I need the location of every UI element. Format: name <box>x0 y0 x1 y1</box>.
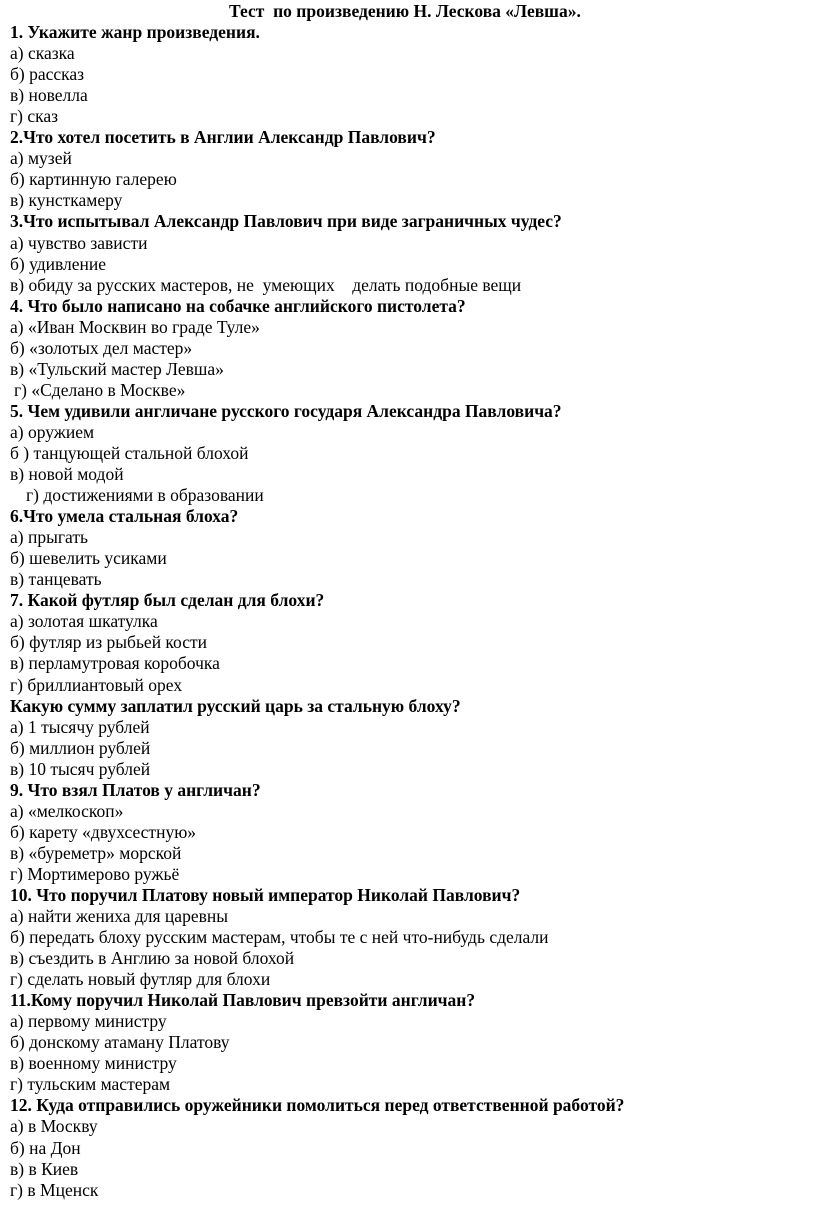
question-block-5 <box>10 401 810 506</box>
question-block-3 <box>10 211 810 295</box>
answer-option: в) танцевать <box>10 569 102 590</box>
answer-option: б) футляр из рыбьей кости <box>10 632 208 653</box>
question-block-10 <box>10 885 810 990</box>
question-block-6 <box>10 506 810 590</box>
question-text: 12. Куда отправились оружейники помолиться перед ответственной работой? <box>10 1095 625 1116</box>
answer-option: а) 1 тысячу рублей <box>10 716 150 737</box>
question-text: 5. Чем удивили англичане русского государя Александра Павловича? <box>10 400 562 421</box>
answer-option: г) сделать новый футляр для блохи <box>10 969 271 990</box>
answer-option: а) в Москву <box>10 1116 98 1137</box>
answer-option: а) музей <box>10 148 72 169</box>
answer-option: а) первому министру <box>10 1011 167 1032</box>
answer-option: г) в Мценск <box>10 1179 99 1200</box>
question-text: 7. Какой футляр был сделан для блохи? <box>10 590 325 611</box>
answer-option: а) чувство зависти <box>10 232 148 253</box>
question-text: 6.Что умела стальная блоха? <box>10 506 239 527</box>
question-text: 1. Укажите жанр произведения. <box>10 22 260 43</box>
answer-option: а) «Иван Москвин во граде Туле» <box>10 316 260 337</box>
question-text: 2.Что хотел посетить в Англии Александр Павлович? <box>10 127 436 148</box>
answer-option: в) «Тульский мастер Левша» <box>10 358 224 379</box>
answer-option: г) бриллиантовый орех <box>10 674 183 695</box>
question-block-8 <box>10 696 810 780</box>
question-text: 3.Что испытывал Александр Павлович при виде заграничных чудес? <box>10 211 562 232</box>
answer-option: б ) танцующей стальной блохой <box>10 442 249 463</box>
answer-option: в) кунсткамеру <box>10 190 123 211</box>
answer-option: б) картинную галерею <box>10 169 177 190</box>
answer-option: в) новой модой <box>10 464 124 485</box>
question-text: 11.Кому поручил Николай Павлович превзойти англичан? <box>10 990 476 1011</box>
answer-option: в) в Киев <box>10 1158 79 1179</box>
answer-option: в) «буреметр» морской <box>10 842 182 863</box>
answer-option: б) на Дон <box>10 1137 81 1158</box>
answer-option: в) съездить в Англию за новой блохой <box>10 948 295 969</box>
answer-option: б) донскому атаману Платову <box>10 1032 230 1053</box>
answer-option: а) оружием <box>10 421 95 442</box>
question-block-9 <box>10 780 810 885</box>
answer-option: а) сказка <box>10 43 75 64</box>
answer-option: а) золотая шкатулка <box>10 611 158 632</box>
answer-option: б) рассказ <box>10 64 85 85</box>
answer-option: б) удивление <box>10 253 107 274</box>
answer-option: а) «мелкоскоп» <box>10 800 124 821</box>
question-text: 9. Что взял Платов у англичан? <box>10 779 261 800</box>
question-block-1 <box>10 22 810 127</box>
question-block-11 <box>10 990 810 1095</box>
answer-option: в) 10 тысяч рублей <box>10 758 151 779</box>
answer-option: в) перламутровая коробочка <box>10 653 220 674</box>
answer-option: б) карету «двухсестную» <box>10 821 197 842</box>
answer-option: а) прыгать <box>10 527 88 548</box>
question-block-4 <box>10 296 810 401</box>
answer-option: г) достижениями в образовании <box>26 485 264 506</box>
answer-option: г) Мортимерово ружьё <box>10 863 180 884</box>
answer-option: а) найти жениха для царевны <box>10 906 228 927</box>
question-block-12 <box>10 1095 810 1200</box>
document-page <box>10 0 810 1201</box>
answer-option: г) сказ <box>10 106 59 127</box>
answer-option: б) миллион рублей <box>10 737 151 758</box>
answer-option: г) «Сделано в Москве» <box>14 379 186 400</box>
answer-option: в) обиду за русских мастеров, не умеющих делать подобные вещи <box>10 274 522 295</box>
answer-option: в) новелла <box>10 85 88 106</box>
question-text: 10. Что поручил Платову новый император Николай Павлович? <box>10 884 521 905</box>
answer-option: б) «золотых дел мастер» <box>10 337 193 358</box>
question-block-2 <box>10 127 810 211</box>
answer-option: б) шевелить усиками <box>10 548 167 569</box>
question-text: 4. Что было написано на собачке английского пистолета? <box>10 295 466 316</box>
question-text: Какую сумму заплатил русский царь за стальную блоху? <box>10 695 461 716</box>
document-title: Тест по произведению Н. Лескова «Левша». <box>229 1 581 21</box>
question-block-7 <box>10 590 810 695</box>
answer-option: г) тульским мастерам <box>10 1074 171 1095</box>
answer-option: б) передать блоху русским мастерам, чтобы те с ней что-нибудь сделали <box>10 927 549 948</box>
answer-option: в) военному министру <box>10 1053 177 1074</box>
